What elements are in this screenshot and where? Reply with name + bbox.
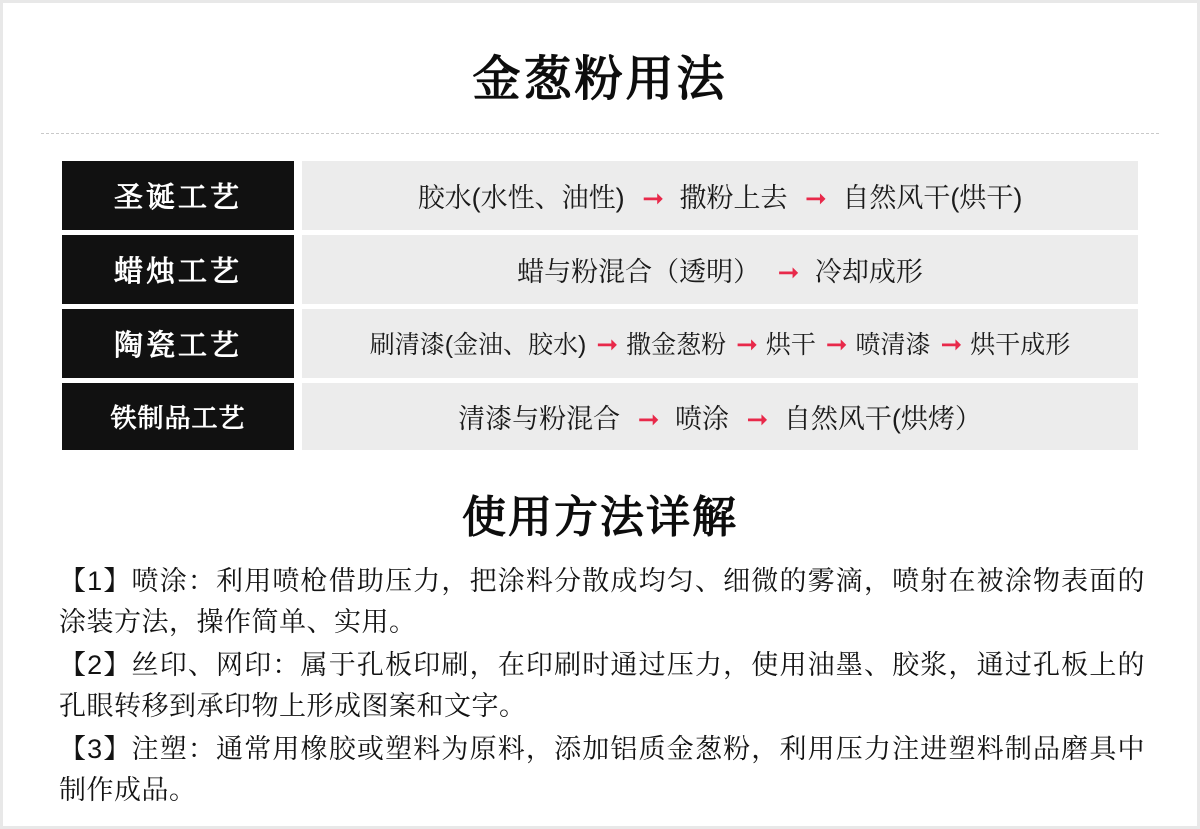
process-step: 烘干成形 (970, 331, 1071, 360)
process-step: 烘干 (765, 331, 816, 360)
title-divider (41, 133, 1159, 134)
process-step: 胶水(水性、油性) (417, 182, 625, 213)
table-row (62, 161, 1138, 230)
process-step: 自然风干(烘干) (842, 182, 1023, 213)
table-row (62, 383, 1138, 450)
arrow-icon: ➞ (637, 403, 658, 434)
process-label: 蜡烛工艺 (62, 235, 294, 304)
process-step: 撒粉上去 (679, 182, 788, 213)
arrow-icon: ➞ (825, 329, 846, 360)
cell-gap (294, 235, 302, 304)
process-flow (302, 235, 1138, 304)
table-row (62, 235, 1138, 304)
process-flow (302, 383, 1138, 450)
process-label: 陶瓷工艺 (62, 309, 294, 378)
arrow-icon: ➞ (940, 329, 961, 360)
process-step: 喷清漆 (855, 331, 931, 360)
process-step: 撒金葱粉 (626, 331, 727, 360)
arrow-icon: ➞ (596, 329, 617, 360)
process-label: 铁制品工艺 (62, 383, 294, 450)
page-title: 金葱粉用法 (472, 53, 728, 106)
arrow-icon: ➞ (736, 329, 756, 360)
process-step: 刷清漆(金油、胶水) (369, 331, 587, 360)
process-table (62, 156, 1138, 455)
cell-gap (294, 161, 302, 230)
process-step: 喷涂 (675, 403, 729, 434)
process-step: 自然风干(烘烤） (783, 403, 982, 434)
process-step: 蜡与粉混合（透明） (517, 256, 761, 287)
arrow-icon: ➞ (805, 182, 825, 213)
arrow-icon: ➞ (746, 403, 767, 434)
cell-gap (294, 383, 302, 450)
paragraph: 【3】注塑：通常用橡胶或塑料为原料，添加铝质金葱粉，利用压力注进塑料制品磨具中制作成品。 (59, 733, 1145, 805)
arrow-icon: ➞ (642, 182, 662, 213)
process-step: 冷却成形 (814, 256, 923, 287)
paragraph: 【2】丝印、网印：属于孔板印刷，在印刷时通过压力，使用油墨、胶浆，通过孔板上的孔眼转移到承印物上形成图案和文字。 (59, 649, 1145, 721)
table-row (62, 309, 1138, 378)
process-flow (302, 161, 1138, 230)
paragraph: 【1】喷涂：利用喷枪借助压力，把涂料分散成均匀、细微的雾滴，喷射在被涂物表面的涂装方法，操作简单、实用。 (59, 565, 1145, 637)
usage-details (41, 561, 1159, 811)
process-flow (302, 309, 1138, 378)
section-title: 使用方法详解 (462, 492, 738, 542)
document-body (3, 3, 1197, 826)
process-label: 圣诞工艺 (62, 161, 294, 230)
process-step: 清漆与粉混合 (458, 403, 621, 434)
arrow-icon: ➞ (777, 256, 798, 287)
cell-gap (294, 309, 302, 378)
